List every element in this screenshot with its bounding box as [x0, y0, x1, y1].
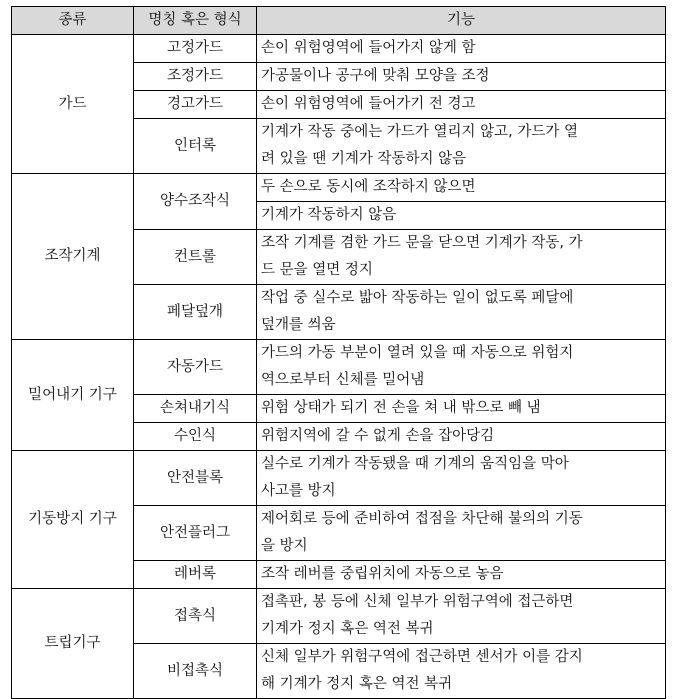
- name-cell: 안전블록: [134, 451, 257, 506]
- name-cell: 컨트롤: [134, 230, 257, 285]
- function-cell: 위험 상태가 되기 전 손을 쳐 내 밖으로 빼 냄: [257, 395, 666, 423]
- function-cell-line-1: 제어회로 등에 준비하여 접점을 차단해 불의의 기동: [257, 506, 666, 534]
- name-cell: 페달덮개: [134, 285, 257, 340]
- type-cell-start-prevention: 기동방지 기구: [12, 451, 134, 589]
- function-cell-line-1: 접촉판, 봉 등에 신체 일부가 위험구역에 접근하면: [257, 589, 666, 617]
- name-cell: 양수조작식: [134, 174, 257, 230]
- table-row: [12, 589, 666, 617]
- function-cell-line-2: 해 기계가 정지 혹은 역전 복귀: [257, 671, 666, 699]
- function-cell-line-2: 덮개를 씌움: [257, 312, 666, 340]
- name-cell: 자동가드: [134, 340, 257, 395]
- function-cell-line-2: 기계가 정지 혹은 역전 복귀: [257, 616, 666, 644]
- type-cell-pushout: 밀어내기 기구: [12, 340, 134, 451]
- type-cell-trip: 트립기구: [12, 589, 134, 699]
- table-row: [12, 340, 666, 368]
- function-cell: 두 손으로 동시에 조작하지 않으면: [257, 174, 666, 202]
- function-cell-line-1: 가드의 가동 부분이 열려 있을 때 자동으로 위험지: [257, 340, 666, 368]
- header-row: [12, 7, 666, 35]
- function-cell-line-2: 사고를 방지: [257, 478, 666, 506]
- safety-device-table: [11, 6, 666, 699]
- function-cell: 손이 위험영역에 들어가지 않게 함: [257, 35, 666, 63]
- header-function: 기능: [257, 7, 666, 35]
- table-row: [12, 35, 666, 63]
- function-cell-line-1: 신체 일부가 위험구역에 접근하면 센서가 이를 감지: [257, 644, 666, 672]
- function-cell-line-2: 려 있을 땐 기계가 작동하지 않음: [257, 146, 666, 174]
- table-row: [12, 451, 666, 479]
- name-cell: 안전플러그: [134, 506, 257, 561]
- function-cell-line-1: 기계가 작동 중에는 가드가 열리지 않고, 가드가 열: [257, 119, 666, 147]
- function-cell: 손이 위험영역에 들어가기 전 경고: [257, 91, 666, 119]
- function-cell-line-2: 을 방지: [257, 533, 666, 561]
- function-cell-line-1: 작업 중 실수로 밟아 작동하는 일이 없도록 페달에: [257, 285, 666, 313]
- name-cell: 조정가드: [134, 63, 257, 91]
- function-cell-line-2: 역으로부터 신체를 밀어냄: [257, 367, 666, 395]
- header-name: 명칭 혹은 형식: [134, 7, 257, 35]
- header-type: 종류: [12, 7, 134, 35]
- type-cell-operation: 조작기계: [12, 174, 134, 340]
- name-cell: 비접촉식: [134, 644, 257, 699]
- type-cell-guard: 가드: [12, 35, 134, 174]
- name-cell: 고정가드: [134, 35, 257, 63]
- function-cell-line-1: 실수로 기계가 작동됐을 때 기계의 움직임을 막아: [257, 451, 666, 479]
- name-cell: 수인식: [134, 423, 257, 451]
- function-cell: 위험지역에 갈 수 없게 손을 잡아당김: [257, 423, 666, 451]
- name-cell: 레버록: [134, 561, 257, 589]
- function-cell-line-1: 조작 기계를 겸한 가드 문을 닫으면 기계가 작동, 가: [257, 230, 666, 258]
- function-cell: 조작 레버를 중립위치에 자동으로 놓음: [257, 561, 666, 589]
- function-cell-line-2: 드 문을 열면 정지: [257, 257, 666, 285]
- name-cell: 손쳐내기식: [134, 395, 257, 423]
- name-cell: 접촉식: [134, 589, 257, 644]
- table-row: [12, 174, 666, 202]
- function-cell: 기계가 작동하지 않음: [257, 202, 666, 230]
- name-cell: 경고가드: [134, 91, 257, 119]
- name-cell: 인터록: [134, 119, 257, 174]
- function-cell: 가공물이나 공구에 맞춰 모양을 조정: [257, 63, 666, 91]
